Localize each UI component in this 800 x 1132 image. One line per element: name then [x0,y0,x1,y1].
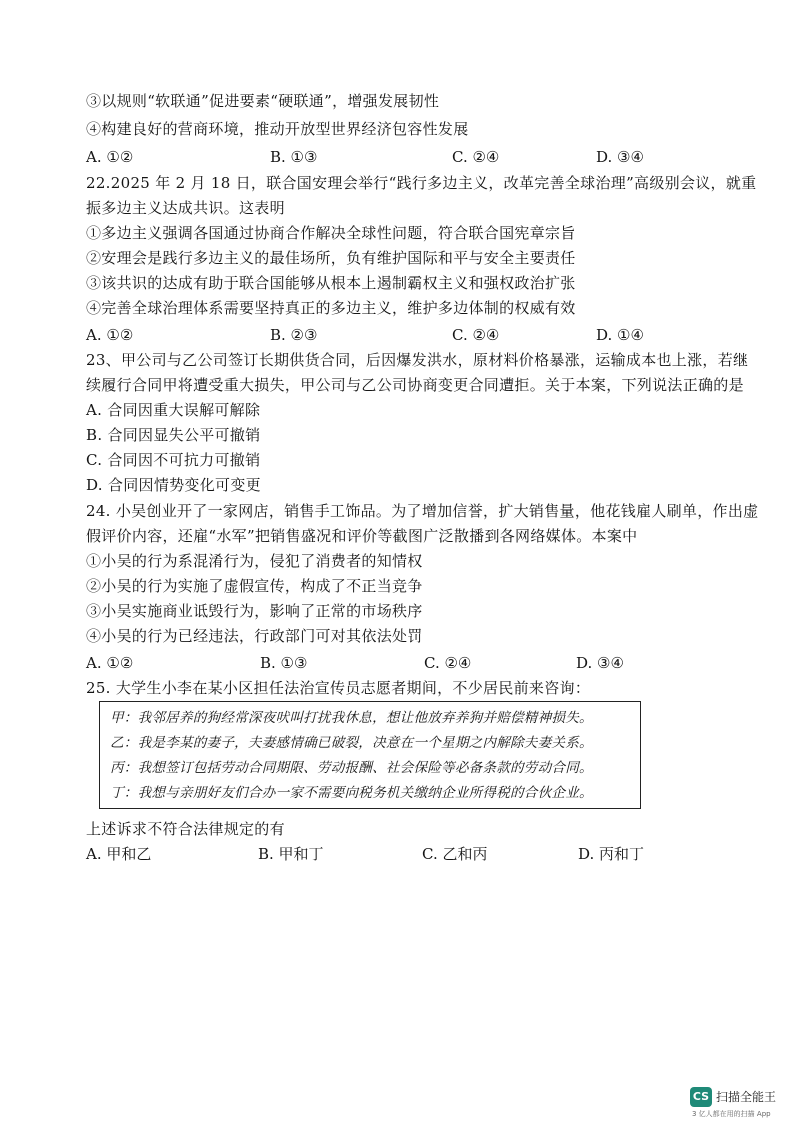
q21-option-c: C. ②④ [452,148,500,166]
q23-stem-line-1: 23、甲公司与乙公司签订长期供货合同，后因爆发洪水，原材料价格暴涨，运输成本也上涨，若继 [86,351,749,369]
q22-item-1: ①多边主义强调各国通过协商合作解决全球性问题，符合联合国宪章宗旨 [86,224,576,242]
q24-stem-line-1: 24. 小吴创业开了一家网店，销售手工饰品。为了增加信誉，扩大销售量，他花钱雇人刷单，作出虚 [86,502,759,520]
q24-item-2: ②小吴的行为实施了虚假宣传，构成了不正当竞争 [86,577,423,595]
q21-option-a: A. ①② [86,148,134,166]
q24-item-4: ④小吴的行为已经违法，行政部门可对其依法处罚 [86,627,423,645]
q25-inquiry-ding: 丁：我想与亲朋好友们合办一家不需要向税务机关缴纳企业所得税的合伙企业。 [110,785,593,801]
q24-options [86,652,726,674]
q23-option-a: A. 合同因重大误解可解除 [86,401,261,419]
q22-stem-line-1: 22.2025 年 2 月 18 日，联合国安理会举行“践行多边主义，改革完善全球治理”高级别会议，就重 [86,174,757,192]
q24-option-a: A. ①② [86,654,134,672]
q22-option-c: C. ②④ [452,326,500,344]
q25-stem: 25. 大学生小李在某小区担任法治宣传员志愿者期间，不少居民前来咨询： [86,679,591,697]
camscanner-logo-icon: CS [690,1087,712,1107]
q25-option-b: B. 甲和丁 [258,845,324,863]
q25-option-d: D. 丙和丁 [578,845,645,863]
q25-option-a: A. 甲和乙 [86,845,152,863]
q24-item-3: ③小吴实施商业诋毁行为，影响了正常的市场秩序 [86,602,423,620]
q21-option-d: D. ③④ [596,148,644,166]
q25-inquiry-yi: 乙：我是李某的妻子，夫妻感情确已破裂，决意在一个星期之内解除夫妻关系。 [110,735,593,751]
q25-options [86,843,726,865]
q22-item-2: ②安理会是践行多边主义的最佳场所，负有维护国际和平与安全主要责任 [86,249,576,267]
watermark-app-name: 扫描全能王 [716,1090,777,1104]
q21-item-3: ③以规则“软联通”促进要素“硬联通”，增强发展韧性 [86,92,440,110]
q22-option-b: B. ②③ [270,326,318,344]
q25-inquiry-box [99,701,641,809]
q25-option-c: C. 乙和丙 [422,845,488,863]
q22-option-a: A. ①② [86,326,134,344]
q22-stem-line-2: 振多边主义达成共识。这表明 [86,199,285,217]
q22-item-4: ④完善全球治理体系需要坚持真正的多边主义，维护多边体制的权威有效 [86,299,576,317]
q23-stem-line-2: 续履行合同甲将遭受重大损失，甲公司与乙公司协商变更合同遭拒。关于本案，下列说法正确的是 [86,376,744,394]
q22-options [86,324,726,346]
q25-question: 上述诉求不符合法律规定的有 [86,820,285,838]
q24-item-1: ①小吴的行为系混淆行为，侵犯了消费者的知情权 [86,552,423,570]
q24-option-d: D. ③④ [576,654,624,672]
q25-inquiry-bing: 丙：我想签订包括劳动合同期限、劳动报酬、社会保险等必备条款的劳动合同。 [110,760,593,776]
watermark-tagline: 3 亿人都在用的扫描 App [692,1110,771,1118]
scanner-watermark [690,1087,790,1123]
q24-stem-line-2: 假评价内容，还雇“水军”把销售盛况和评价等截图广泛散播到各网络媒体。本案中 [86,527,638,545]
q22-item-3: ③该共识的达成有助于联合国能够从根本上遏制霸权主义和强权政治扩张 [86,274,576,292]
q24-option-c: C. ②④ [424,654,472,672]
q25-inquiry-jia: 甲：我邻居养的狗经常深夜吠叫打扰我休息，想让他放弃养狗并赔偿精神损失。 [110,710,593,726]
q21-item-4: ④构建良好的营商环境，推动开放型世界经济包容性发展 [86,120,469,138]
q21-options [86,146,726,168]
q23-option-b: B. 合同因显失公平可撤销 [86,426,261,444]
q23-option-d: D. 合同因情势变化可变更 [86,476,261,494]
q24-option-b: B. ①③ [260,654,308,672]
q23-option-c: C. 合同因不可抗力可撤销 [86,451,261,469]
q22-option-d: D. ①④ [596,326,644,344]
q21-option-b: B. ①③ [270,148,318,166]
